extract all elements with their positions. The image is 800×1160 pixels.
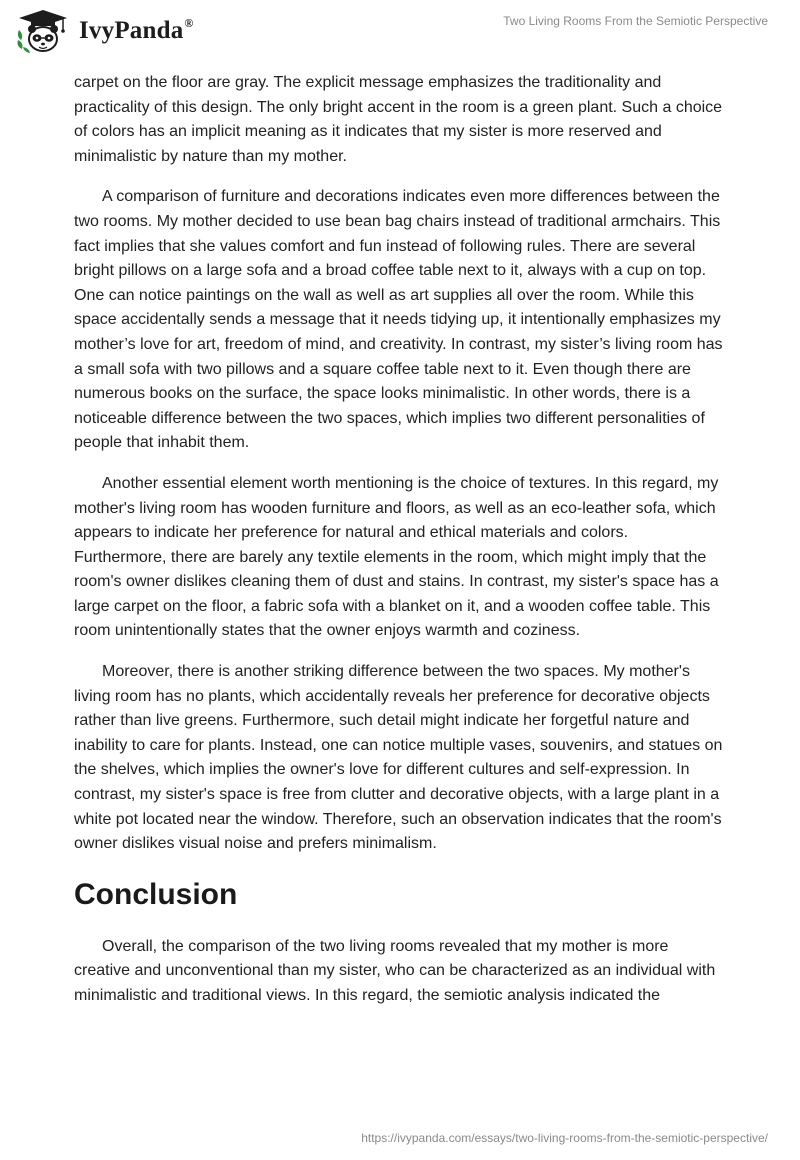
logo-wordmark: IvyPanda® [79,15,194,44]
essay-body [74,71,724,1025]
source-url[interactable]: https://ivypanda.com/essays/two-living-rooms-from-the-semiotic-perspective/ [361,1131,768,1145]
paragraph-textures: Another essential element worth mentioning is the choice of textures. In this regard, my mother's living room has wooden furniture and floors, as well as an eco-leather sofa, which appears to indicate her preference for natural and ethical materials and colors. Furthermore, there are barely any textile elements in the room, which might imply that the room's owner dislikes cleaning them of dust and stains. In contrast, my sister's space has a large carpet on the floor, a fabric sofa with a blanket on it, and a wooden coffee table. This room unintentionally states that the owner enjoys warmth and coziness. [74,474,719,640]
paragraph-furniture: A comparison of furniture and decorations indicates even more differences between the two rooms. My mother decided to use bean bag chairs instead of traditional armchairs. This fact implies that she values comfort and fun instead of following rules. There are several bright pillows on a large sofa and a broad coffee table next to it, always with a cup on top. One can notice paintings on the wall as well as art supplies all over the room. While this space accidentally sends a message that it needs tidying up, it intentionally emphasizes my mother’s love for art, freedom of mind, and creativity. In contrast, my sister’s living room has a small sofa with two pillows and a square coffee table next to it. Even though there are numerous books on the surface, the space looks minimalistic. In other words, there is a noticeable difference between the two spaces, which implies two different personalities of people that inhabit them. [74,188,723,452]
page-header [0,0,800,68]
paragraph-continuation: carpet on the floor are gray. The explicit message emphasizes the traditionality and practicality of this design. The only bright accent in the room is a green plant. Such a choice of colors has an implicit meaning as it indicates that my sister is more reserved and minimalistic by nature than my mother. [74,74,723,165]
document-title: Two Living Rooms From the Semiotic Perspective [503,14,768,28]
paragraph-conclusion: Overall, the comparison of the two living rooms revealed that my mother is more creative and unconventional than my sister, who can be characterized as an individual with minimalistic and traditional views. In this regard, the semiotic analysis indicated the [74,937,716,1004]
ivypanda-logo[interactable] [15,8,194,54]
conclusion-heading: Conclusion [74,877,238,911]
paragraph-plants: Moreover, there is another striking difference between the two spaces. My mother's living room has no plants, which accidentally reveals her preference for decorative objects rather than live greens. Furthermore, such detail might indicate her forgetful nature and inability to care for plants. Instead, one can notice multiple vases, souvenirs, and statues on the shelves, which implies the owner's love for different cultures and self-expression. In contrast, my sister's space is free from clutter and decorative objects, with a large plant in a white pot located near the window. Therefore, such an observation indicates that the room's owner dislikes visual noise and prefers minimalism. [74,663,723,853]
panda-graduate-icon [15,8,71,54]
